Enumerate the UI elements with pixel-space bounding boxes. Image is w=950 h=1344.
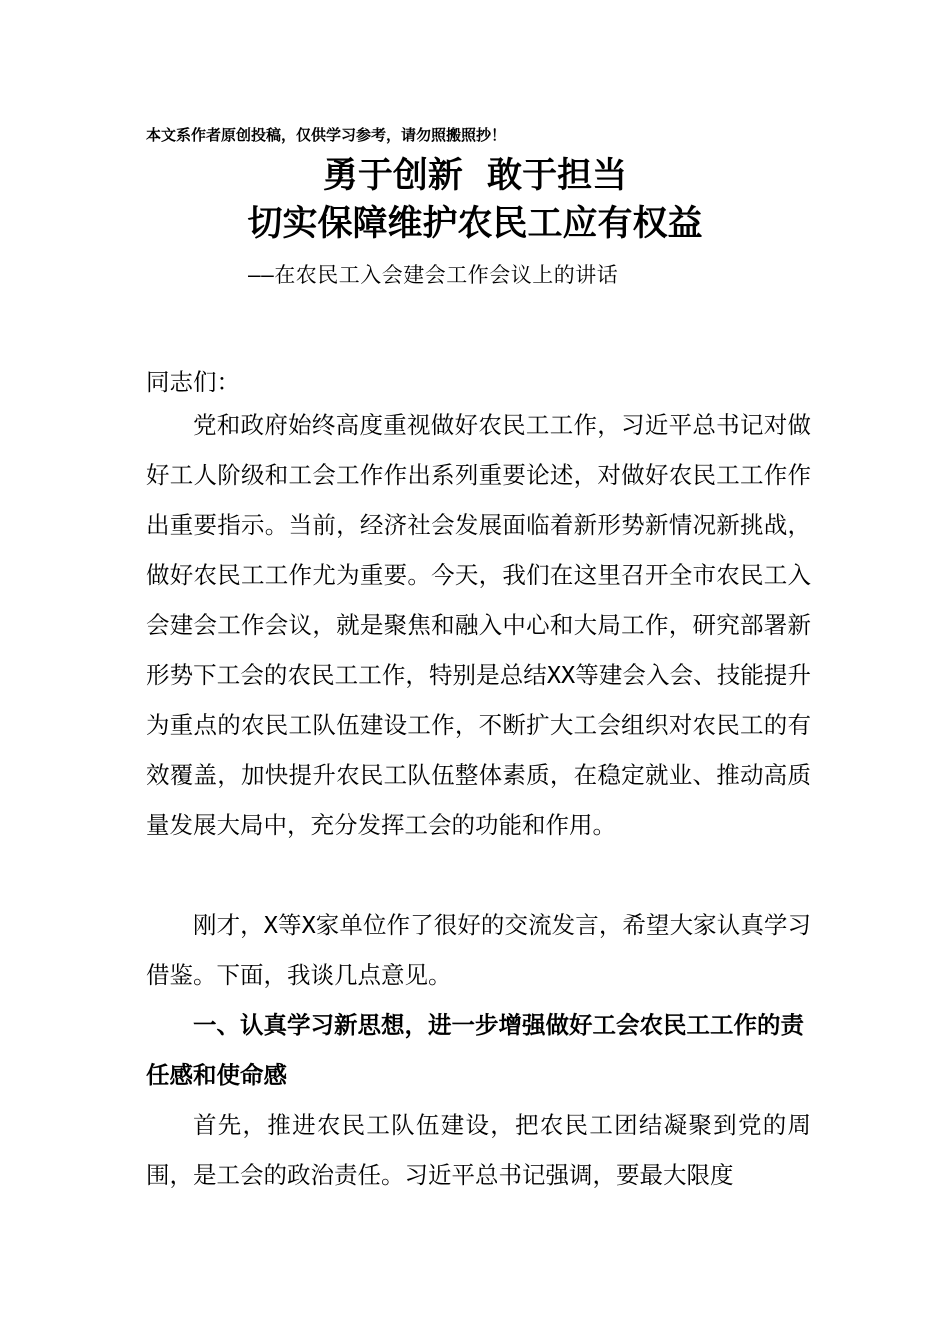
subtitle: ——在农民工入会建会工作会议上的讲话 (248, 263, 619, 287)
paragraph-2: 刚才，X等X家单位作了很好的交流发言，希望大家认真学习借鉴。下面，我谈几点意见。 (146, 911, 811, 989)
title-line-1: 勇于创新 敢于担当 (322, 155, 628, 196)
salutation: 同志们： (146, 368, 240, 396)
copyright-notice: 本文系作者原创投稿，仅供学习参考，请勿照搬照抄！ (146, 126, 507, 144)
paragraph-1: 党和政府始终高度重视做好农民工工作，习近平总书记对做好工人阶级和工会工作作出系列重要论述，对做好农民工工作作出重要指示。当前，经济社会发展面临着新形势新情况新挑战，做好农民工工作尤为重要。今天，我们在这里召开全市农民工入会建会工作会议，就是聚焦和融入中心和大局工作，研究部署新形势下工会的农民工工作，特别是总结XX等建会入会、技能提升为重点的农民工队伍建设工作，不断扩大工会组织对农民工的有效覆盖，加快提升农民工队伍整体素质，在稳定就业、推动高质量发展大局中，充分发挥工会的功能和作用。 (146, 411, 811, 839)
section-heading-1: 一、认真学习新思想，进一步增强做好工会农民工工作的责任感和使命感 (146, 1011, 804, 1089)
section-1-paragraph: 首先，推进农民工队伍建设，把农民工团结凝聚到党的周围，是工会的政治责任。习近平总书记强调，要最大限度 (146, 1111, 811, 1189)
title-line-2: 切实保障维护农民工应有权益 (247, 203, 703, 244)
